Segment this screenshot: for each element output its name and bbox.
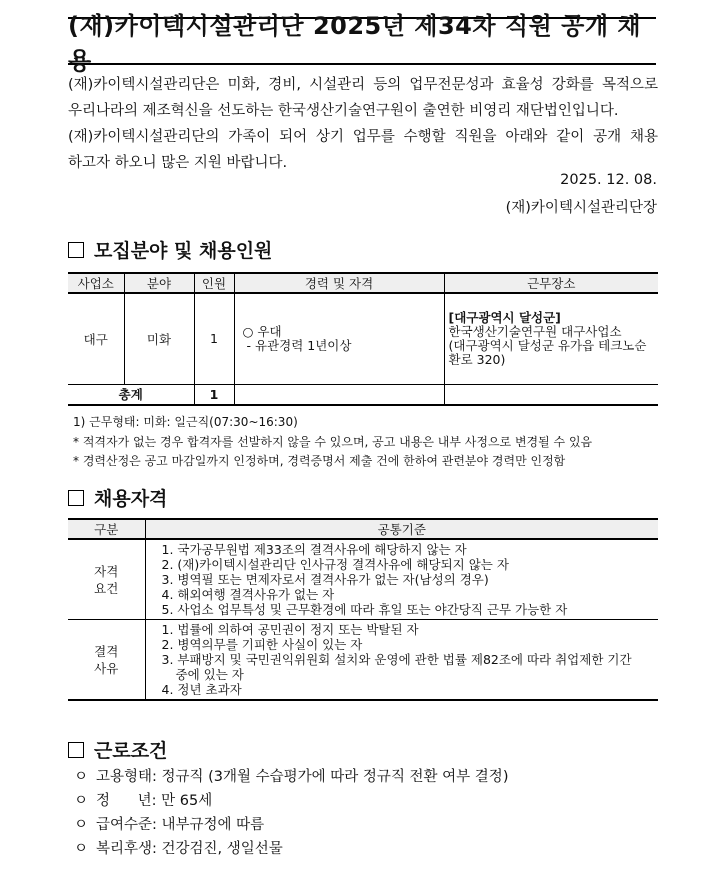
- total-empty-cell: [234, 384, 444, 405]
- note-line: 1) 근무형태: 미화: 일근직(07:30~16:30): [73, 415, 298, 429]
- signer: (재)카이텍시설관리단장: [505, 200, 657, 216]
- cell-requirements-label: [68, 539, 145, 620]
- total-empty-cell: [444, 384, 658, 405]
- list-item-continuation: 중에 있는 자: [175, 667, 244, 682]
- list-item: 3. 부패방지 및 국민권익위원회 설치와 운영에 관한 법률 제82조에 따라 취업제한 기간: [161, 652, 632, 667]
- intro-line: (재)카이텍시설관리단은 미화, 경비, 시설관리 등의 업무전문성과 효율성 강화를 목적으로: [68, 77, 658, 93]
- list-item: 4. 해외여행 결격사유가 없는 자: [161, 587, 335, 602]
- header-count: 인원: [194, 273, 234, 293]
- header-category: 구분: [68, 519, 145, 539]
- qual-line: ○ 우대: [242, 323, 282, 339]
- list-item: 5. 사업소 업무특성 및 근무환경에 따라 휴일 또는 야간당직 근무 가능한 자: [161, 602, 568, 617]
- table-row: [68, 293, 658, 384]
- announcement-date: 2025. 12. 08.: [560, 172, 657, 188]
- cell-workplace: [444, 293, 658, 384]
- section-recruitment-heading: [68, 236, 272, 263]
- label-line: 결격: [94, 643, 119, 659]
- checkbox-square-icon: [68, 490, 84, 506]
- list-item: [74, 765, 508, 789]
- page-title: (재)카이텍시설관리단 2025년 제34차 직원 공개 채용: [68, 12, 642, 75]
- bullet-icon: ㅇ: [74, 769, 89, 785]
- header-qualification: 경력 및 자격: [234, 273, 444, 293]
- bullet-icon: ㅇ: [74, 817, 89, 833]
- checkbox-square-icon: [68, 242, 84, 258]
- list-item: [74, 789, 508, 813]
- total-label: 총계: [68, 384, 194, 405]
- recruitment-table: [68, 272, 658, 406]
- cell-office: 대구: [68, 293, 124, 384]
- cell-field: 미화: [124, 293, 194, 384]
- header-common-criteria: 공통기준: [145, 519, 658, 539]
- intro-paragraph: [68, 72, 658, 176]
- section-title: 채용자격: [94, 488, 168, 510]
- checkbox-square-icon: [68, 742, 84, 758]
- working-conditions-list: [74, 765, 508, 861]
- cell-requirements: [145, 539, 658, 620]
- cell-disqualification-label: [68, 620, 145, 701]
- note-line: * 적격자가 없는 경우 합격자를 선발하지 않을 수 있으며, 공고 내용은 내부 사정으로 변경될 수 있음: [73, 434, 593, 449]
- list-item: 1. 국가공무원법 제33조의 결격사유에 해당하지 않는 자: [161, 542, 467, 557]
- label-line: 자격: [94, 563, 119, 579]
- section-eligibility-heading: [68, 484, 167, 511]
- note-line: * 경력산정은 공고 마감일까지 인정하며, 경력증명서 제출 건에 한하여 관련분야 경력만 인정함: [73, 454, 566, 468]
- list-item: [74, 813, 508, 837]
- cell-count: 1: [194, 293, 234, 384]
- intro-line: 하고자 하오니 많은 지원 바랍니다.: [68, 155, 288, 171]
- condition-text: 고용형태: 정규직 (3개월 수습평가에 따라 정규직 전환 여부 결정): [96, 769, 509, 785]
- table-header-row: [68, 273, 658, 293]
- workplace-line: 한국생산기술연구원 대구사업소: [448, 323, 622, 339]
- header-workplace: 근무장소: [444, 273, 658, 293]
- section-conditions-heading: [68, 736, 167, 763]
- workplace-line: (대구광역시 달성군 유가읍 테크노순: [448, 337, 647, 353]
- intro-line: (재)카이텍시설관리단의 가족이 되어 상기 업무를 수행할 직원을 아래와 같이 공개 채용: [68, 129, 658, 145]
- recruitment-notes: [73, 413, 592, 472]
- list-item: 2. 병역의무를 기피한 사실이 있는 자: [161, 637, 363, 652]
- bullet-icon: ㅇ: [74, 841, 89, 857]
- intro-line: 우리나라의 제조혁신을 선도하는 한국생산기술연구원이 출연한 비영리 재단법인입니다.: [68, 103, 619, 119]
- table-row: [68, 620, 658, 701]
- table-header-row: [68, 519, 658, 539]
- workplace-line: 환로 320): [448, 351, 506, 367]
- condition-text: 정 년: 만 65세: [96, 793, 213, 809]
- title-box: [68, 12, 656, 75]
- list-item: 2. (재)카이텍시설관리단 인사규정 결격사유에 해당되지 않는 자: [161, 557, 509, 572]
- section-title: 근로조건: [94, 740, 168, 762]
- section-title: 모집분야 및 채용인원: [94, 240, 273, 262]
- workplace-region: [대구광역시 달성군]: [448, 309, 561, 325]
- total-count: 1: [194, 384, 234, 405]
- list-item: 3. 병역필 또는 면제자로서 결격사유가 없는 자(남성의 경우): [161, 572, 489, 587]
- cell-qualification: [234, 293, 444, 384]
- cell-disqualifications: [145, 620, 658, 701]
- list-item: [74, 837, 508, 861]
- header-field: 분야: [124, 273, 194, 293]
- list-item: 1. 법률에 의하여 공민권이 정지 또는 박탈된 자: [161, 622, 419, 637]
- bullet-icon: ㅇ: [74, 793, 89, 809]
- condition-text: 급여수준: 내부규정에 따름: [96, 817, 265, 833]
- table-row: [68, 539, 658, 620]
- qual-line: - 유관경력 1년이상: [246, 337, 352, 353]
- header-office: 사업소: [68, 273, 124, 293]
- label-line: 사유: [94, 660, 119, 676]
- label-line: 요건: [94, 580, 119, 596]
- total-row: [68, 384, 658, 405]
- condition-text: 복리후생: 건강검진, 생일선물: [96, 841, 283, 857]
- eligibility-table: [68, 518, 658, 701]
- list-item: 4. 정년 초과자: [161, 682, 242, 697]
